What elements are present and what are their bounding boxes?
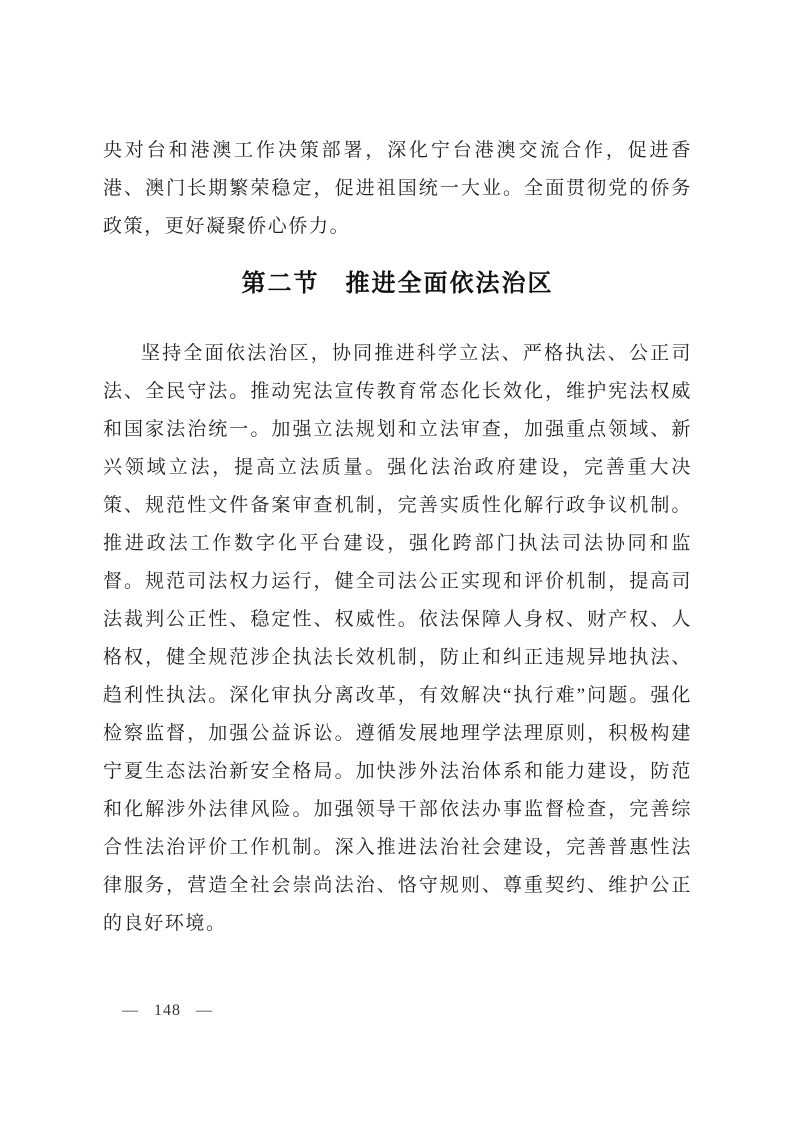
page-content [103,132,692,943]
section-heading: 第二节 推进全面依法治区 [241,270,554,297]
paragraph-body: 坚持全面依法治区，协同推进科学立法、严格执法、公正司法、全民守法。推动宪法宣传教育常态化长效化，维护宪法权威和国家法治统一。加强立法规划和立法审查，加强重点领域、新兴领域立法，提高立法质量。强化法治政府建设，完善重大决策、规范性文件备案审查机制，完善实质性化解行政争议机制。推进政法工作数字化平台建设，强化跨部门执法司法协同和监督。规范司法权力运行，健全司法公正实现和评价机制，提高司法裁判公正性、稳定性、权威性。依法保障人身权、财产权、人格权，健全规范涉企执法长效机制，防止和纠正违规异地执法、趋利性执法。深化审执分离改革，有效解决“执行难”问题。强化检察监督，加强公益诉讼。遵循发展地理学法理原则，积极构建宁夏生态法治新安全格局。加快涉外法治体系和能力建设，防范和化解涉外法律风险。加强领导干部依法办事监督检查，完善综合性法治评价工作机制。深入推进法治社会建设，完善普惠性法律服务，营造全社会崇尚法治、恪守规则、尊重契约、维护公正的良好环境。 [103,343,692,934]
paragraph-continuation: 央对台和港澳工作决策部署，深化宁台港澳交流合作，促进香港、澳门长期繁荣稳定，促进祖国统一大业。全面贯彻党的侨务政策，更好凝聚侨心侨力。 [103,140,692,237]
page-number: — 148 — [122,1002,213,1019]
